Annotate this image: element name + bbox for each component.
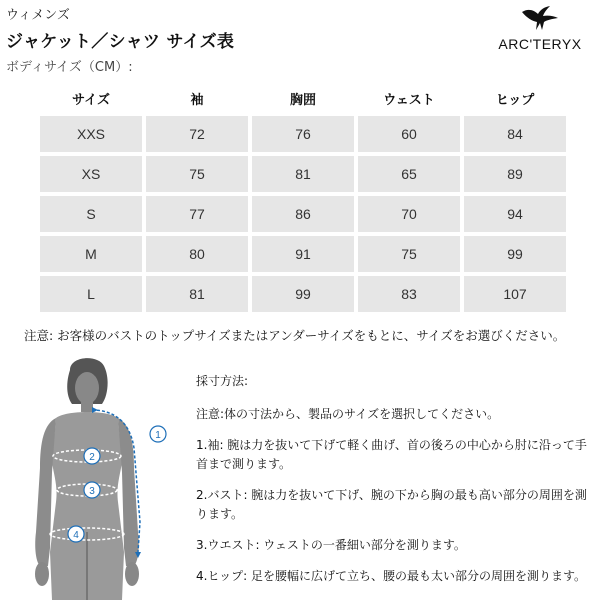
marker-4 (68, 526, 84, 542)
size-cell: XS (40, 156, 142, 192)
size-note: 注意: お客様のバストのトップサイズまたはアンダーサイズをもとに、サイズをお選びください。 (24, 328, 566, 343)
waist-cell: 70 (358, 196, 460, 232)
instruction-step: 2.バスト: 腕は力を抜いて下げ、腕の下から胸の最も高い部分の周囲を測ります。 (196, 488, 587, 521)
table-row (40, 236, 566, 272)
brand-name: ARC'TERYX (498, 36, 582, 52)
table-header-row (40, 84, 566, 112)
page-title: ジャケット／シャツ サイズ表 (6, 32, 235, 52)
archaeopteryx-icon (518, 4, 562, 34)
size-cell: M (40, 236, 142, 272)
sleeve-cell: 72 (146, 116, 248, 152)
brand-logo (490, 4, 590, 58)
instructions-intro: 注意:体の寸法から、製品のサイズを選択してください。 (196, 407, 500, 421)
svg-text:1: 1 (155, 430, 161, 441)
table-row (40, 196, 566, 232)
hip-cell: 99 (464, 236, 566, 272)
svg-text:4: 4 (73, 530, 79, 541)
hip-cell: 84 (464, 116, 566, 152)
column-header: 袖 (190, 92, 204, 108)
column-header: ヒップ (495, 92, 535, 108)
chest-cell: 81 (252, 156, 354, 192)
size-cell: S (40, 196, 142, 232)
measurement-instructions (196, 372, 590, 598)
hip-cell: 94 (464, 196, 566, 232)
chest-cell: 86 (252, 196, 354, 232)
waist-cell: 60 (358, 116, 460, 152)
column-header: サイズ (72, 92, 110, 108)
unit-label: ボディサイズ（CM）: (6, 60, 133, 75)
marker-2 (84, 448, 100, 464)
instructions-heading: 採寸方法: (196, 374, 249, 388)
waist-cell: 75 (358, 236, 460, 272)
column-header: ウェスト (383, 92, 435, 108)
instruction-step: 3.ウエスト: ウェストの一番細い部分を測ります。 (196, 538, 466, 552)
hip-cell: 89 (464, 156, 566, 192)
chest-cell: 91 (252, 236, 354, 272)
sleeve-cell: 81 (146, 276, 248, 312)
size-cell: XXS (40, 116, 142, 152)
instruction-step: 4.ヒップ: 足を腰幅に広げて立ち、腰の最も太い部分の周囲を測ります。 (196, 569, 586, 583)
svg-text:3: 3 (89, 486, 95, 497)
size-table (36, 80, 570, 316)
subtitle: ウィメンズ (6, 8, 70, 23)
marker-1 (150, 426, 166, 442)
sleeve-cell: 80 (146, 236, 248, 272)
chest-cell: 76 (252, 116, 354, 152)
svg-text:2: 2 (89, 452, 95, 463)
measurement-figure (10, 352, 190, 600)
table-row (40, 276, 566, 312)
instruction-step: 1.袖: 腕は力を抜いて下げて軽く曲げ、首の後ろの中心から肘に沿って手首まで測ります。 (196, 438, 587, 471)
column-header: 胸囲 (289, 92, 316, 108)
marker-3 (84, 482, 100, 498)
table-row (40, 116, 566, 152)
hip-cell: 107 (464, 276, 566, 312)
waist-cell: 65 (358, 156, 460, 192)
size-cell: L (40, 276, 142, 312)
sleeve-cell: 77 (146, 196, 248, 232)
table-row (40, 156, 566, 192)
waist-cell: 83 (358, 276, 460, 312)
sleeve-cell: 75 (146, 156, 248, 192)
chest-cell: 99 (252, 276, 354, 312)
